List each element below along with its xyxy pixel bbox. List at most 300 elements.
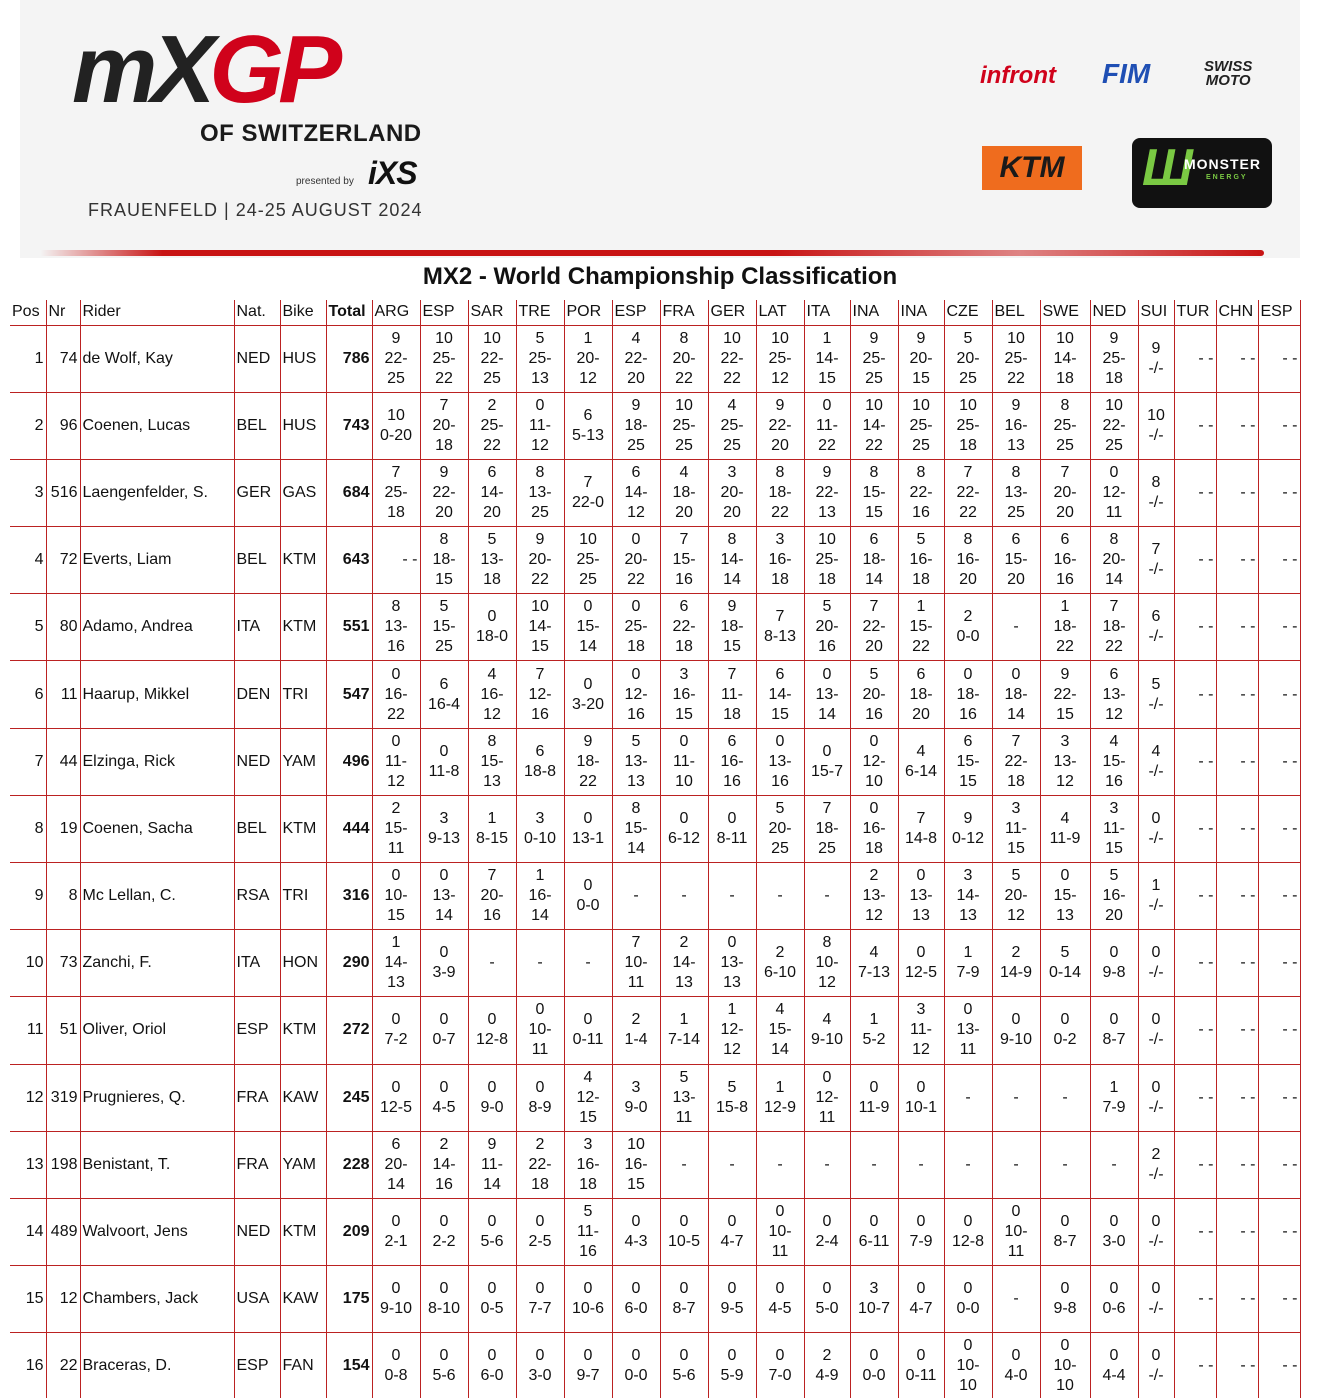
round-points-line: 20- bbox=[672, 349, 696, 367]
cell-round-points bbox=[516, 1333, 564, 1398]
cell-round-points bbox=[898, 1064, 944, 1131]
round-points-line: 16 bbox=[723, 772, 741, 790]
column-header: CHN bbox=[1216, 300, 1258, 325]
round-points-line: - - bbox=[1282, 618, 1298, 636]
cell-round-points bbox=[468, 459, 516, 526]
cell-round-points bbox=[1216, 594, 1258, 661]
round-points-line: 10 bbox=[959, 396, 977, 414]
cell-round-points bbox=[372, 594, 420, 661]
cell-nr: 198 bbox=[46, 1131, 80, 1198]
round-points-line: 0 bbox=[963, 1337, 973, 1355]
cell-round-points bbox=[1040, 392, 1090, 459]
cell-round-points bbox=[804, 997, 850, 1064]
cell-round-points bbox=[756, 795, 804, 862]
cell-rider: Benistant, T. bbox=[80, 1131, 234, 1198]
round-points-line: 0 bbox=[1011, 1203, 1021, 1221]
table-row bbox=[10, 728, 1300, 795]
round-points-line: - - bbox=[1198, 752, 1214, 770]
round-points-line: 0 bbox=[439, 1213, 449, 1231]
cell-round-points bbox=[944, 795, 992, 862]
cell-round-points bbox=[660, 594, 708, 661]
round-points-line: 10 bbox=[531, 598, 549, 616]
cell-round-points bbox=[612, 325, 660, 392]
cell-pos: 5 bbox=[10, 594, 46, 661]
round-points-line: 18- bbox=[576, 752, 600, 770]
round-points-line: 18- bbox=[720, 618, 744, 636]
cell-round-points bbox=[1040, 1198, 1090, 1265]
cell-round-points bbox=[612, 930, 660, 997]
round-points-line: 8 bbox=[535, 463, 545, 481]
round-points-line: 11- bbox=[721, 685, 743, 703]
cell-total: 272 bbox=[326, 997, 372, 1064]
cell-round-points bbox=[372, 1064, 420, 1131]
round-points-line: 9 bbox=[1060, 665, 1070, 683]
cell-round-points bbox=[468, 1333, 516, 1398]
round-points-line: 14-9 bbox=[999, 964, 1033, 982]
round-points-line: 13- bbox=[815, 685, 839, 703]
round-points-line: 0-12 bbox=[951, 829, 985, 847]
round-points-line: 7-9 bbox=[909, 1233, 933, 1251]
round-points-line: 0 bbox=[1011, 1011, 1021, 1029]
round-points-line: 0-11 bbox=[572, 1031, 604, 1049]
round-points-line: 12- bbox=[624, 685, 648, 703]
round-points-line: 4-7 bbox=[909, 1300, 933, 1318]
round-points-line: 7-0 bbox=[768, 1367, 792, 1385]
cell-round-points bbox=[420, 1198, 468, 1265]
cell-round-points bbox=[516, 527, 564, 594]
cell-round-points bbox=[898, 392, 944, 459]
cell-round-points bbox=[1174, 930, 1216, 997]
round-points-line: 22- bbox=[720, 349, 744, 367]
column-header: LAT bbox=[756, 300, 804, 325]
round-points-line: 0-5 bbox=[480, 1300, 504, 1318]
cell-round-points bbox=[756, 863, 804, 930]
round-points-line: 15- bbox=[909, 618, 933, 636]
cell-pos: 1 bbox=[10, 325, 46, 392]
round-points-line: 9-10 bbox=[999, 1031, 1033, 1049]
round-points-line: 6 bbox=[1011, 531, 1021, 549]
cell-round-points bbox=[516, 325, 564, 392]
round-points-line: 3 bbox=[439, 809, 449, 827]
cell-round-points bbox=[1138, 325, 1174, 392]
round-points-line: 20 bbox=[1105, 907, 1123, 925]
round-points-line: - bbox=[1013, 1088, 1019, 1106]
round-points-line: 9-7 bbox=[576, 1367, 600, 1385]
round-points-line: 15 bbox=[818, 369, 836, 387]
monster-sub: ENERGY bbox=[1206, 174, 1248, 181]
cell-round-points bbox=[756, 1198, 804, 1265]
ktm-logo: KTM bbox=[982, 146, 1082, 190]
round-points-line: 8-10 bbox=[427, 1300, 461, 1318]
round-points-line: 0 bbox=[1060, 1280, 1070, 1298]
cell-pos: 10 bbox=[10, 930, 46, 997]
cell-round-points bbox=[992, 392, 1040, 459]
round-points-line: 2 bbox=[869, 867, 879, 885]
round-points-line: 0 bbox=[679, 1280, 689, 1298]
cell-bike: YAM bbox=[280, 1131, 326, 1198]
round-points-line: 20 bbox=[865, 638, 883, 656]
round-points-line: 0 bbox=[1011, 665, 1021, 683]
round-points-line: 13 bbox=[1056, 907, 1074, 925]
round-points-line: 12-8 bbox=[951, 1233, 985, 1251]
cell-round-points bbox=[1090, 1064, 1138, 1131]
round-points-line: 14 bbox=[1007, 705, 1025, 723]
cell-round-points bbox=[564, 1333, 612, 1398]
round-points-line: 0-0 bbox=[862, 1367, 886, 1385]
round-points-line: 3 bbox=[727, 463, 737, 481]
column-header: Rider bbox=[80, 300, 234, 325]
cell-round-points bbox=[372, 728, 420, 795]
cell-round-points bbox=[660, 1333, 708, 1398]
cell-round-points bbox=[1216, 392, 1258, 459]
cell-round-points bbox=[564, 1266, 612, 1333]
cell-round-points bbox=[804, 930, 850, 997]
round-points-line: 0 bbox=[535, 1213, 545, 1231]
round-points-line: 10 bbox=[865, 396, 883, 414]
round-points-line: 0 bbox=[439, 1078, 449, 1096]
table-row bbox=[10, 661, 1300, 728]
round-points-line: 14- bbox=[432, 1155, 456, 1173]
table-row bbox=[10, 1064, 1300, 1131]
round-points-line: 16 bbox=[675, 571, 693, 589]
cell-nr: 8 bbox=[46, 863, 80, 930]
column-header: Nr bbox=[46, 300, 80, 325]
round-points-line: 18- bbox=[1053, 618, 1077, 636]
round-points-line: 9 bbox=[727, 598, 737, 616]
round-points-line: 8 bbox=[1109, 531, 1119, 549]
round-points-line: 25 bbox=[627, 436, 645, 454]
cell-round-points bbox=[944, 997, 992, 1064]
cell-bike: KTM bbox=[280, 527, 326, 594]
round-points-line: 18 bbox=[579, 1175, 597, 1193]
round-points-line: 9-10 bbox=[810, 1031, 844, 1049]
cell-round-points bbox=[944, 863, 992, 930]
cell-rider: Elzinga, Rick bbox=[80, 728, 234, 795]
cell-pos: 12 bbox=[10, 1064, 46, 1131]
round-points-line: 5 bbox=[1151, 675, 1161, 693]
table-row bbox=[10, 997, 1300, 1064]
cell-round-points bbox=[468, 661, 516, 728]
cell-round-points bbox=[992, 661, 1040, 728]
round-points-line: 9-0 bbox=[624, 1098, 648, 1116]
round-points-line: 4-5 bbox=[768, 1300, 792, 1318]
table-row bbox=[10, 1131, 1300, 1198]
round-points-line: 6 bbox=[775, 665, 785, 683]
cell-round-points bbox=[1090, 1266, 1138, 1333]
round-points-line: 10-1 bbox=[904, 1098, 938, 1116]
round-points-line: - bbox=[1111, 1155, 1117, 1173]
round-points-line: 5 bbox=[583, 1203, 593, 1221]
round-points-line: 3-0 bbox=[528, 1367, 552, 1385]
round-points-line: 25- bbox=[815, 551, 839, 569]
cell-round-points bbox=[1216, 728, 1258, 795]
cell-round-points bbox=[898, 863, 944, 930]
cell-round-points bbox=[898, 459, 944, 526]
column-header: INA bbox=[898, 300, 944, 325]
round-points-line: 0 bbox=[963, 1001, 973, 1019]
round-points-line: 0-2 bbox=[1053, 1031, 1077, 1049]
round-points-line: 9-8 bbox=[1053, 1300, 1077, 1318]
cell-round-points bbox=[420, 863, 468, 930]
round-points-line: 22- bbox=[1102, 416, 1126, 434]
round-points-line: 0-8 bbox=[384, 1367, 408, 1385]
cell-round-points bbox=[898, 325, 944, 392]
round-points-line: 0 bbox=[583, 1011, 593, 1029]
cell-round-points bbox=[1090, 527, 1138, 594]
cell-round-points bbox=[708, 1198, 756, 1265]
cell-round-points bbox=[372, 392, 420, 459]
round-points-line: 14 bbox=[483, 1175, 501, 1193]
cell-round-points bbox=[944, 661, 992, 728]
round-points-line: 4 bbox=[583, 1068, 593, 1086]
round-points-line: - bbox=[824, 1155, 830, 1173]
round-points-line: 22- bbox=[768, 416, 792, 434]
round-points-line: 18-8 bbox=[523, 762, 557, 780]
cell-round-points bbox=[1040, 930, 1090, 997]
round-points-line: 16- bbox=[384, 685, 408, 703]
round-points-line: 18 bbox=[912, 571, 930, 589]
round-points-line: - - bbox=[1282, 752, 1298, 770]
round-points-line: 5 bbox=[631, 732, 641, 750]
cell-round-points bbox=[1174, 1266, 1216, 1333]
round-points-line: 10 bbox=[1147, 406, 1165, 424]
cell-round-points bbox=[1040, 661, 1090, 728]
round-points-line: 12 bbox=[627, 503, 645, 521]
cell-round-points bbox=[1138, 930, 1174, 997]
round-points-line: 4 bbox=[679, 463, 689, 481]
cell-round-points bbox=[372, 930, 420, 997]
round-points-line: 0 bbox=[775, 1203, 785, 1221]
cell-round-points bbox=[1040, 1333, 1090, 1398]
round-points-line: 12 bbox=[1105, 705, 1123, 723]
cell-total: 743 bbox=[326, 392, 372, 459]
cell-round-points bbox=[850, 594, 898, 661]
cell-total: 316 bbox=[326, 863, 372, 930]
event-venue-date: FRAUENFELD | 24-25 AUGUST 2024 bbox=[88, 200, 423, 220]
round-points-line: 25- bbox=[528, 349, 552, 367]
round-points-line: 12-9 bbox=[763, 1098, 797, 1116]
cell-round-points bbox=[516, 795, 564, 862]
round-points-line: 0-11 bbox=[905, 1367, 937, 1385]
round-points-line: 0 bbox=[631, 1280, 641, 1298]
round-points-line: 12-8 bbox=[475, 1031, 509, 1049]
cell-nr: 11 bbox=[46, 661, 80, 728]
round-points-line: 1 bbox=[583, 329, 593, 347]
round-points-line: 25- bbox=[862, 349, 886, 367]
round-points-line: 0 bbox=[391, 1347, 401, 1365]
round-points-line: 8 bbox=[1060, 396, 1070, 414]
round-points-line: 10- bbox=[384, 887, 408, 905]
cell-pos: 4 bbox=[10, 527, 46, 594]
round-points-line: 0 bbox=[439, 1347, 449, 1365]
round-points-line: 13 bbox=[387, 974, 405, 992]
round-points-line: 7 bbox=[1060, 463, 1070, 481]
round-points-line: 0 bbox=[963, 1280, 973, 1298]
round-points-line: - bbox=[729, 1155, 735, 1173]
round-points-line: 25- bbox=[624, 618, 648, 636]
round-points-line: 20- bbox=[768, 819, 792, 837]
cell-rider: Prugnieres, Q. bbox=[80, 1064, 234, 1131]
round-points-line: - bbox=[585, 954, 591, 972]
round-points-line: 4 bbox=[1060, 809, 1070, 827]
round-points-line: 16- bbox=[909, 551, 933, 569]
column-header: GER bbox=[708, 300, 756, 325]
round-points-line: - - bbox=[1198, 349, 1214, 367]
round-points-line: 4 bbox=[631, 329, 641, 347]
round-points-line: 11-9 bbox=[1049, 829, 1081, 847]
cell-round-points bbox=[1258, 325, 1300, 392]
cell-round-points bbox=[992, 459, 1040, 526]
round-points-line: 25 bbox=[675, 436, 693, 454]
round-points-line: 9 bbox=[1109, 329, 1119, 347]
round-points-line: 0 bbox=[869, 732, 879, 750]
round-points-line: 5 bbox=[1060, 944, 1070, 962]
round-points-line: 16- bbox=[956, 551, 980, 569]
cell-round-points bbox=[1174, 527, 1216, 594]
round-points-line: 15 bbox=[1105, 839, 1123, 857]
classification-table bbox=[10, 300, 1301, 1398]
round-points-line: 20- bbox=[1004, 887, 1028, 905]
round-points-line: 11- bbox=[529, 416, 551, 434]
cell-round-points bbox=[564, 795, 612, 862]
cell-round-points bbox=[1090, 795, 1138, 862]
cell-nat: FRA bbox=[234, 1064, 280, 1131]
round-points-line: 0 bbox=[391, 732, 401, 750]
round-points-line: 13- bbox=[384, 618, 408, 636]
round-points-line: 11- bbox=[1005, 819, 1027, 837]
cell-rider: Everts, Liam bbox=[80, 527, 234, 594]
cell-round-points bbox=[1138, 392, 1174, 459]
round-points-line: 12- bbox=[720, 1021, 744, 1039]
round-points-line: 22- bbox=[480, 349, 504, 367]
cell-total: 290 bbox=[326, 930, 372, 997]
cell-round-points bbox=[1040, 459, 1090, 526]
round-points-line: -/- bbox=[1148, 1233, 1164, 1251]
round-points-line: 0 bbox=[583, 675, 593, 693]
cell-round-points bbox=[850, 728, 898, 795]
round-points-line: 10 bbox=[723, 329, 741, 347]
round-points-line: 13 bbox=[912, 907, 930, 925]
round-points-line: - - bbox=[1240, 483, 1256, 501]
round-points-line: 3 bbox=[1060, 732, 1070, 750]
cell-round-points bbox=[1040, 1064, 1090, 1131]
round-points-line: 4 bbox=[822, 1011, 832, 1029]
column-header: Total bbox=[326, 300, 372, 325]
round-points-line: - - bbox=[1240, 752, 1256, 770]
round-points-line: 0 bbox=[439, 944, 449, 962]
round-points-line: - - bbox=[1282, 1088, 1298, 1106]
round-points-line: 14-8 bbox=[904, 829, 938, 847]
cell-round-points bbox=[1090, 1131, 1138, 1198]
round-points-line: 0 bbox=[439, 1280, 449, 1298]
round-points-line: 14 bbox=[818, 705, 836, 723]
round-points-line: 22 bbox=[1105, 638, 1123, 656]
cell-total: 444 bbox=[326, 795, 372, 862]
round-points-line: 10-5 bbox=[667, 1233, 701, 1251]
cell-round-points bbox=[564, 1131, 612, 1198]
round-points-line: 0 bbox=[583, 877, 593, 895]
cell-round-points bbox=[468, 997, 516, 1064]
round-points-line: 11- bbox=[816, 416, 838, 434]
round-points-line: - bbox=[1013, 1290, 1019, 1308]
round-points-line: 11 bbox=[531, 1041, 549, 1059]
column-header: Pos bbox=[10, 300, 46, 325]
round-points-line: - - bbox=[1240, 618, 1256, 636]
cell-round-points bbox=[660, 1131, 708, 1198]
cell-nr: 44 bbox=[46, 728, 80, 795]
round-points-line: 9-13 bbox=[427, 829, 461, 847]
cell-nr: 12 bbox=[46, 1266, 80, 1333]
cell-round-points bbox=[1174, 1198, 1216, 1265]
cell-round-points bbox=[516, 1131, 564, 1198]
round-points-line: 8 bbox=[916, 463, 926, 481]
round-points-line: 0 bbox=[727, 809, 737, 827]
cell-nr: 73 bbox=[46, 930, 80, 997]
round-points-line: 16- bbox=[1004, 416, 1028, 434]
cell-nr: 19 bbox=[46, 795, 80, 862]
round-points-line: 25 bbox=[1007, 503, 1025, 521]
cell-round-points bbox=[898, 594, 944, 661]
column-header: INA bbox=[850, 300, 898, 325]
round-points-line: 9 bbox=[916, 329, 926, 347]
round-points-line: 25 bbox=[531, 503, 549, 521]
cell-round-points bbox=[708, 392, 756, 459]
cell-round-points bbox=[850, 1333, 898, 1398]
ixs-logo: iXS bbox=[368, 155, 417, 191]
table-header-row bbox=[10, 300, 1300, 325]
cell-rider: Coenen, Lucas bbox=[80, 392, 234, 459]
round-points-line: 4-4 bbox=[1102, 1367, 1126, 1385]
round-points-line: 0 bbox=[391, 867, 401, 885]
cell-nr: 96 bbox=[46, 392, 80, 459]
cell-rider: Mc Lellan, C. bbox=[80, 863, 234, 930]
cell-round-points bbox=[756, 728, 804, 795]
cell-round-points bbox=[804, 325, 850, 392]
cell-round-points bbox=[1090, 728, 1138, 795]
cell-nr: 51 bbox=[46, 997, 80, 1064]
round-points-line: - bbox=[777, 1155, 783, 1173]
round-points-line: 7 bbox=[1109, 598, 1119, 616]
round-points-line: 15 bbox=[771, 705, 789, 723]
round-points-line: 0 bbox=[679, 732, 689, 750]
cell-total: 547 bbox=[326, 661, 372, 728]
cell-round-points bbox=[944, 325, 992, 392]
round-points-line: 0 bbox=[439, 1011, 449, 1029]
round-points-line: 10- bbox=[815, 954, 839, 972]
round-points-line: 0 bbox=[869, 799, 879, 817]
round-points-line: - bbox=[633, 887, 639, 905]
round-points-line: 0 bbox=[631, 1347, 641, 1365]
round-points-line: 13- bbox=[862, 887, 886, 905]
cell-round-points bbox=[516, 594, 564, 661]
cell-round-points bbox=[1216, 661, 1258, 728]
cell-rider: Coenen, Sacha bbox=[80, 795, 234, 862]
round-points-line: 9-0 bbox=[480, 1098, 504, 1116]
cell-total: 209 bbox=[326, 1198, 372, 1265]
round-points-line: 10 bbox=[1105, 396, 1123, 414]
round-points-line: 16 bbox=[1105, 772, 1123, 790]
round-points-line: 5 bbox=[775, 799, 785, 817]
round-points-line: 0-0 bbox=[956, 1300, 980, 1318]
cell-round-points bbox=[804, 527, 850, 594]
round-points-line: 14- bbox=[815, 349, 839, 367]
round-points-line: - bbox=[729, 887, 735, 905]
round-points-line: 0-14 bbox=[1048, 964, 1082, 982]
round-points-line: 12 bbox=[912, 1041, 930, 1059]
round-points-line: 7 bbox=[1011, 732, 1021, 750]
round-points-line: 16- bbox=[672, 685, 696, 703]
round-points-line: 12- bbox=[815, 1088, 839, 1106]
